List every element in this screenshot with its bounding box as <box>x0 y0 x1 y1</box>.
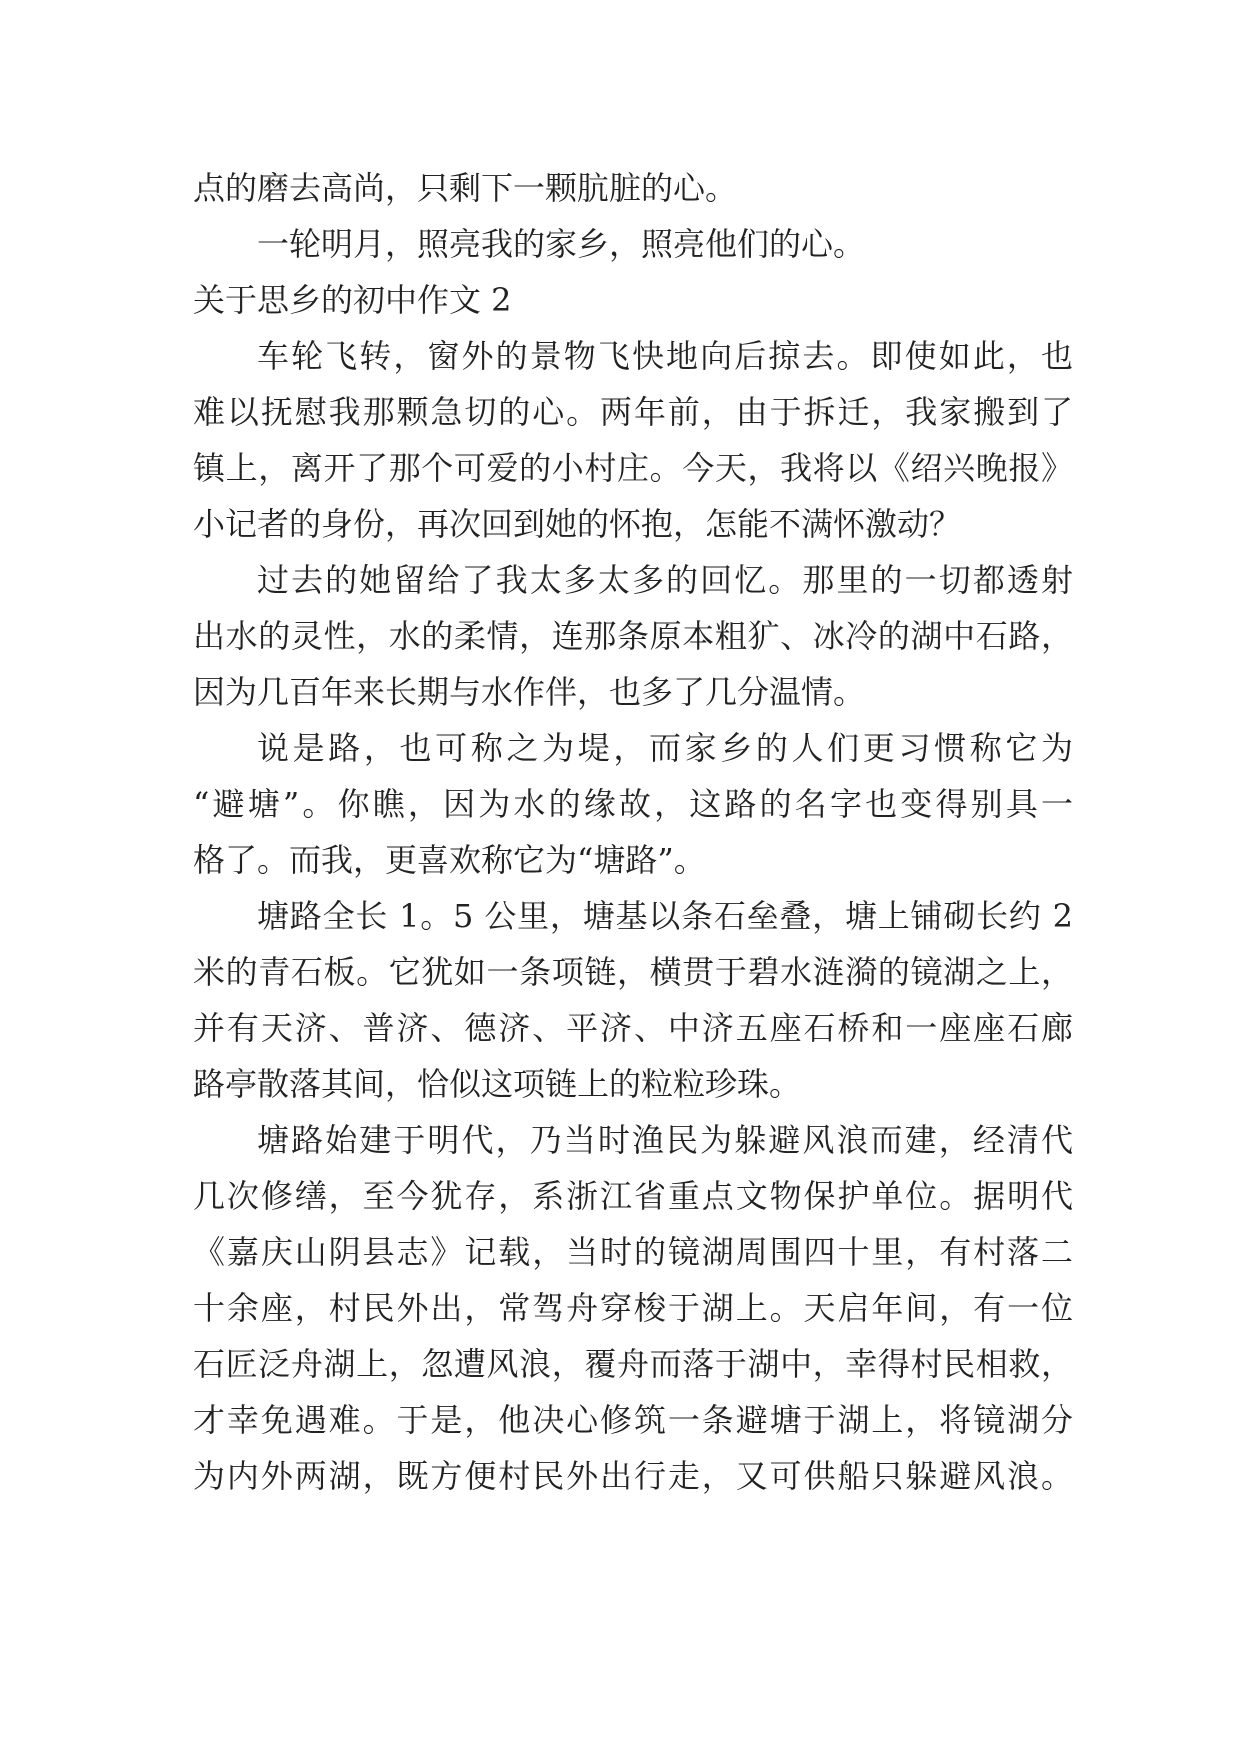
text-line: 才幸免遇难。于是，他决心修筑一条避塘于湖上，将镜湖分 <box>193 1401 1073 1439</box>
text-line: 石匠泛舟湖上，忽遭风浪，覆舟而落于湖中，幸得村民相救， <box>193 1345 1073 1383</box>
text-line: 格了。而我，更喜欢称它为“塘路”。 <box>193 841 706 879</box>
text-line: 塘路全长 1。5 公里，塘基以条石垒叠，塘上铺砌长约 2 <box>257 897 1073 935</box>
section-title: 关于思乡的初中作文 2 <box>193 281 512 319</box>
text-line: 出水的灵性，水的柔情，连那条原本粗犷、冰冷的湖中石路， <box>193 617 1073 655</box>
paragraph <box>193 552 1073 720</box>
paragraph <box>193 328 1073 552</box>
text-line: 几次修缮，至今犹存，系浙江省重点文物保护单位。据明代 <box>193 1177 1073 1215</box>
paragraph <box>193 720 1073 888</box>
document-body <box>193 160 1073 1504</box>
text-line: 难以抚慰我那颗急切的心。两年前，由于拆迁，我家搬到了 <box>193 393 1073 431</box>
text-line: “避塘”。你瞧，因为水的缘故，这路的名字也变得别具一 <box>193 785 1073 823</box>
text-line: 镇上，离开了那个可爱的小村庄。今天，我将以《绍兴晚报》 <box>193 449 1073 487</box>
paragraph <box>193 888 1073 1112</box>
text-line: 路亭散落其间，恰似这项链上的粒粒珍珠。 <box>193 1065 802 1103</box>
text-line: 塘路始建于明代，乃当时渔民为躲避风浪而建，经清代 <box>257 1121 1073 1159</box>
text-line: 车轮飞转，窗外的景物飞快地向后掠去。即使如此，也 <box>257 337 1073 375</box>
paragraph <box>193 1112 1073 1504</box>
text-line: 《嘉庆山阴县志》记载，当时的镜湖周围四十里，有村落二 <box>193 1233 1073 1271</box>
text-line: 一轮明月，照亮我的家乡，照亮他们的心。 <box>257 225 866 263</box>
text-line: 说是路，也可称之为堤，而家乡的人们更习惯称它为 <box>257 729 1073 767</box>
text-line: 米的青石板。它犹如一条项链，横贯于碧水涟漪的镜湖之上， <box>193 953 1073 991</box>
text-line: 过去的她留给了我太多太多的回忆。那里的一切都透射 <box>257 561 1073 599</box>
text-line: 并有天济、普济、德济、平济、中济五座石桥和一座座石廊 <box>193 1009 1073 1047</box>
text-line: 为内外两湖，既方便村民外出行走，又可供船只躲避风浪。 <box>193 1457 1073 1495</box>
text-line: 小记者的身份，再次回到她的怀抱，怎能不满怀激动？ <box>193 505 962 543</box>
text-line: 十余座，村民外出，常驾舟穿梭于湖上。天启年间，有一位 <box>193 1289 1073 1327</box>
text-line: 点的磨去高尚，只剩下一颗肮脏的心。 <box>193 169 738 207</box>
text-line: 因为几百年来长期与水作伴，也多了几分温情。 <box>193 673 866 711</box>
